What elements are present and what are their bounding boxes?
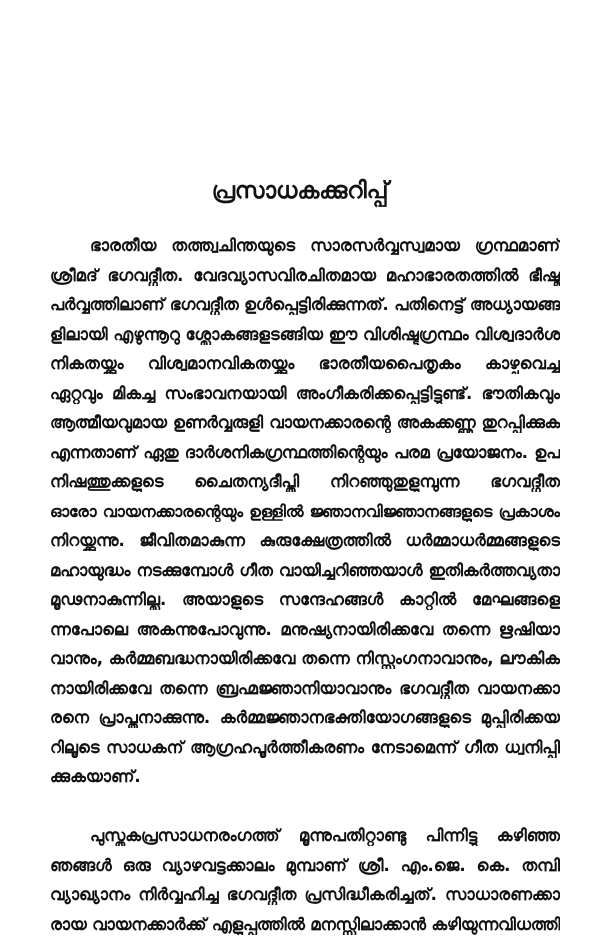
- paragraph-1-line: മഹായുദ്ധം നടക്കുമ്പോൾ ഗീത വായിച്ചറിഞ്ഞയാൾ ഇതികർത്തവ്യതാ: [50, 560, 560, 580]
- paragraph-1-line: ക്കുകയാണ്.: [50, 767, 141, 786]
- paragraph-1-line: ഏറ്റവും മികച്ച സംഭാവനയായി അംഗീകരിക്കപ്പെട്ടിട്ടുണ്ട്. ഭൗതികവും: [50, 383, 560, 403]
- paragraph-2-line: പുസ്തകപ്രസാധനരംഗത്ത് മൂന്നുപതിറ്റാണ്ടു പിന്നിട്ടു കഴിഞ്ഞ: [90, 826, 560, 845]
- paragraph-1-line: പർവ്വത്തിലാണ് ഭഗവദ്ഗീത ഉൾപ്പെട്ടിരിക്കുന്നത്. പതിനെട്ട് അധ്യായങ്ങ: [50, 295, 560, 314]
- paragraph-1-line: ന്നപോലെ അകന്നുപോവുന്നു. മനുഷ്യനായിരിക്കവേ തന്നെ ഋഷിയാ: [50, 619, 560, 639]
- page-title: പ്രസാധകക്കുറിപ്പ്: [211, 178, 389, 204]
- paragraph-1-line: റിലൂടെ സാധകന് ആഗ്രഹപൂർത്തീകരണം നേടാമെന്ന് ഗീത ധ്വനിപ്പി: [50, 737, 560, 757]
- paragraph-1-line: ശ്രീമദ് ഭഗവദ്ഗീത. വേദവ്യാസവിരചിതമായ മഹാഭാരതത്തിൽ ഭീഷ്മ: [50, 265, 560, 285]
- paragraph-2-line: രായ വായനക്കാർക്ക് എളുപ്പത്തിൽ മനസ്സിലാക്കാൻ കഴിയുന്നവിധത്തി: [50, 914, 560, 934]
- paragraph-1-line: നിഷത്തുക്കളുടെ ചൈതന്യദീപ്തി നിറഞ്ഞുതുളുമ്പുന്ന ഭഗവദ്ഗീത: [50, 472, 560, 491]
- paragraph-1-line: എന്നതാണ് ഏതു ദാർശനികഗ്രന്ഥത്തിന്റെയും പരമ പ്രയോജനം. ഉപ: [50, 442, 560, 462]
- paragraph-1-line: ഭാരതീയ തത്ത്വചിന്തയുടെ സാരസർവ്വസ്വമായ ഗ്രന്ഥമാണ്: [90, 236, 560, 255]
- paragraph-1-line: നിറയ്ക്കുന്നു. ജീവിതമാകുന്ന കുരുക്ഷേത്രത്തിൽ ധർമ്മാധർമ്മങ്ങളുടെ: [50, 531, 560, 550]
- paragraph-2-line: വ്യാഖ്യാനം നിർവ്വഹിച്ച ഭഗവദ്ഗീത പ്രസിദ്ധീകരിച്ചത്. സാധാരണക്കാ: [50, 885, 560, 904]
- paragraph-1-line: നികതയ്ക്കും വിശ്വമാനവികതയ്ക്കും ഭാരതീയപൈതൃകം കാഴ്ചവെച്ച: [50, 354, 560, 373]
- paragraph-1-line: രനെ പ്രാപ്തനാക്കുന്നു. കർമ്മജ്ഞാനഭക്തിയോഗങ്ങളുടെ മുപ്പിരിക്കയ: [50, 708, 560, 727]
- paragraph-1-line: മൂഢനാകുന്നില്ല. അയാളുടെ സന്ദേഹങ്ങൾ കാറ്റിൽ മേഘങ്ങളെ: [50, 590, 560, 609]
- paragraph-2-line: ഞങ്ങൾ ഒരു വ്യാഴവട്ടക്കാലം മുമ്പാണ് ശ്രീ. എം.ജെ. കെ. തമ്പി: [50, 855, 560, 875]
- paragraph-1-line: ആത്മീയവുമായ ഉണർവ്വരുളി വായനക്കാരന്റെ അകക്കണ്ണു തുറപ്പിക്കുക: [50, 413, 560, 432]
- paragraph-1-line: നായിരിക്കവേ തന്നെ ബ്രഹ്മജ്ഞാനിയാവാനും ഭഗവദ്ഗീത വായനക്കാ: [50, 678, 560, 698]
- paragraph-1-line: വാനും, കർമ്മബദ്ധനായിരിക്കവേ തന്നെ നിസ്സംഗനാവാനും, ലൗകിക: [50, 649, 560, 668]
- paragraph-1-line: ഓരോ വായനക്കാരന്റെയും ഉള്ളിൽ ജ്ഞാനവിജ്ഞാനങ്ങളുടെ പ്രകാശം: [50, 501, 560, 521]
- paragraph-1-line: ളിലായി എഴുന്നൂറു ശ്ലോകങ്ങളടങ്ങിയ ഈ വിശിഷ്ടഗ്രന്ഥം വിശ്വദാർശ: [50, 324, 560, 344]
